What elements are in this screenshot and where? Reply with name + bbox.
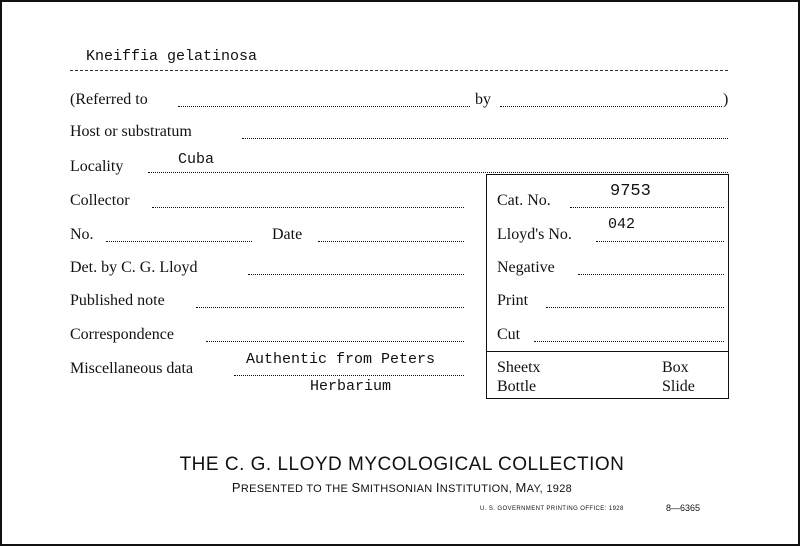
collection-subtitle: PRESENTED TO THE SMITHSONIAN INSTITUTION, MAY, 1928 (231, 480, 573, 495)
locality-line (148, 172, 728, 173)
referred-by-label: by (475, 91, 491, 108)
misc-value-line2: Herbarium (310, 378, 392, 395)
species-name: Kneiffia gelatinosa (86, 48, 258, 65)
box-right-border (728, 174, 729, 398)
slide-label: Slide (662, 378, 695, 395)
lloyd-no-value: 042 (608, 216, 636, 233)
box-divider (486, 351, 729, 352)
negative-line (578, 274, 724, 275)
locality-label: Locality (70, 158, 124, 175)
cut-line (534, 341, 724, 342)
published-line (196, 307, 464, 308)
cat-no-value: 9753 (610, 182, 651, 201)
host-label: Host or substratum (70, 123, 192, 140)
referred-close: ) (723, 91, 729, 108)
box-type-label: Box (662, 359, 689, 376)
no-label: No. (70, 226, 94, 243)
no-line (106, 241, 252, 242)
printing-office-note: U. S. GOVERNMENT PRINTING OFFICE: 1928 (480, 506, 624, 512)
published-label: Published note (70, 292, 165, 309)
correspondence-label: Correspondence (70, 326, 174, 343)
referred-by-line (500, 106, 722, 107)
negative-label: Negative (497, 259, 555, 276)
species-line (70, 70, 728, 71)
correspondence-line (206, 341, 464, 342)
host-line (242, 138, 728, 139)
cat-no-label: Cat. No. (497, 192, 551, 209)
box-bottom-border (486, 398, 729, 399)
sheet-label: Sheetx (497, 359, 541, 376)
referred-to-line (178, 106, 470, 107)
date-line (318, 241, 464, 242)
misc-line (234, 375, 464, 376)
bottle-label: Bottle (497, 378, 537, 395)
date-label: Date (272, 226, 303, 243)
box-top-border (486, 174, 729, 175)
collector-label: Collector (70, 192, 130, 209)
cat-no-line (570, 207, 724, 208)
box-left-border (486, 174, 487, 398)
det-label: Det. by C. G. Lloyd (70, 259, 198, 276)
lloyd-no-label: Lloyd's No. (497, 226, 572, 243)
print-label: Print (497, 292, 529, 309)
misc-value-line1: Authentic from Peters (246, 351, 436, 368)
print-line (546, 307, 724, 308)
lloyd-no-line (596, 241, 724, 242)
det-line (248, 274, 464, 275)
misc-label: Miscellaneous data (70, 360, 194, 377)
form-number: 8—6365 (666, 503, 701, 513)
referred-to-label: (Referred to (70, 91, 148, 108)
cut-label: Cut (497, 326, 521, 343)
collection-title: THE C. G. LLOYD MYCOLOGICAL COLLECTION (179, 454, 625, 475)
locality-value: Cuba (178, 151, 215, 168)
collector-line (152, 207, 464, 208)
